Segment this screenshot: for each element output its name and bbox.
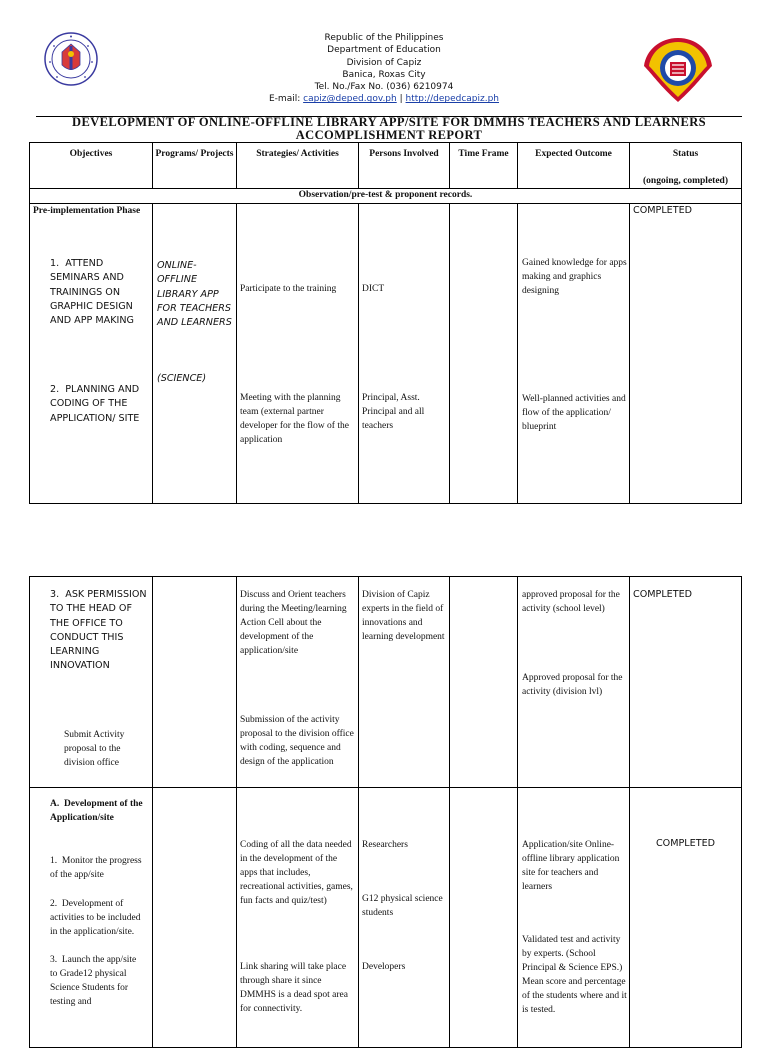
objectives-cell: [30, 577, 153, 788]
col-strategies: Strategies/ Activities: [237, 143, 359, 189]
dev-item-1: 1. Monitor the progress of the app/site: [50, 856, 142, 880]
programs-cell: [153, 204, 237, 504]
outcome-6: Validated test and activity by experts. (School Principal & Science EPS.) Mean score and percentage of the students where and it is tested.: [522, 935, 627, 1015]
person-5: G12 physical science students: [362, 894, 443, 918]
outcome-1: Gained knowledge for apps making and graphics designing: [522, 258, 627, 296]
programs-cell: [153, 577, 237, 788]
header-line: Department of Education: [327, 45, 441, 56]
status-value: COMPLETED: [655, 838, 716, 849]
person-2: Principal, Asst. Principal and all teachers: [362, 393, 425, 431]
status-cell: [630, 577, 742, 788]
strategy-1: Participate to the training: [240, 284, 337, 294]
outcome-cell: [518, 788, 630, 1048]
outcome-2: Well-planned activities and flow of the application/ blueprint: [522, 394, 626, 432]
programs-cell: [153, 788, 237, 1048]
program-name: ONLINE-OFFLINE LIBRARY APP FOR TEACHERS AND LEARNERS: [157, 260, 232, 329]
persons-cell: [359, 577, 450, 788]
accomplishment-table-2: [29, 576, 742, 1048]
strategies-cell: [237, 204, 359, 504]
separator: |: [399, 94, 403, 105]
strategy-3: Discuss and Orient teachers during the Meeting/learning Action Cell about the development of the application/site: [240, 590, 347, 656]
email-link[interactable]: capiz@deped.gov.ph: [303, 94, 397, 105]
outcome-5: Application/site Online-offline library application site for teachers and learners: [522, 840, 620, 892]
objectives-cell: [30, 788, 153, 1048]
strategy-4: Submission of the activity proposal to the division office with coding, sequence and design of the application: [240, 715, 354, 767]
strategy-5: Coding of all the data needed in the development of the apps that includes, recreational activities, games, fun facts and quiz/test): [240, 840, 353, 906]
program-subject: (SCIENCE): [157, 373, 207, 384]
strategies-cell: [237, 788, 359, 1048]
letterhead: [0, 32, 768, 106]
outcome-3: approved proposal for the activity (school level): [522, 590, 620, 614]
col-programs: Programs/ Projects: [153, 143, 237, 189]
objective-3: 3. ASK PERMISSION TO THE HEAD OF THE OFFICE TO CONDUCT THIS LEARNING INNOVATION: [50, 589, 147, 672]
report-title: [36, 116, 742, 142]
dev-item-2: 2. Development of activities to be included in the application/site.: [50, 899, 141, 937]
col-timeframe: Time Frame: [450, 143, 518, 189]
person-4: Researchers: [362, 840, 408, 850]
col-objectives: Objectives: [30, 143, 153, 189]
col-status: [630, 143, 742, 189]
contact-line: [0, 93, 768, 105]
dev-item-3: 3. Launch the app/site to Grade12 physical Science Students for testing and: [50, 955, 137, 1007]
timeframe-cell: [450, 788, 518, 1048]
objective-2: 2. PLANNING AND CODING OF THE APPLICATION/ SITE: [50, 384, 140, 424]
header-line: Tel. No./Fax No. (036) 6210974: [314, 82, 454, 93]
strategies-cell: [237, 577, 359, 788]
status-cell: [630, 204, 742, 504]
strategy-6: Link sharing will take place through share it since DMMHS is a dead spot area for connectivity.: [240, 962, 348, 1014]
outcome-cell: [518, 204, 630, 504]
status-value: COMPLETED: [633, 205, 693, 216]
development-heading: A. Development of the Application/site: [50, 799, 143, 823]
email-label: E-mail:: [269, 94, 301, 105]
website-link[interactable]: http://depedcapiz.ph: [405, 94, 499, 105]
person-6: Developers: [362, 962, 406, 972]
col-outcome: Expected Outcome: [518, 143, 630, 189]
accomplishment-table-1: [29, 142, 742, 504]
timeframe-cell: [450, 204, 518, 504]
header-line: Banica, Roxas City: [342, 69, 426, 80]
status-sublabel: (ongoing, completed): [643, 176, 728, 186]
col-persons: Persons Involved: [359, 143, 450, 189]
persons-cell: [359, 788, 450, 1048]
status-value: COMPLETED: [633, 589, 693, 600]
section-row: Observation/pre-test & proponent records.: [30, 189, 742, 204]
header-line: Division of Capiz: [346, 57, 422, 68]
timeframe-cell: [450, 577, 518, 788]
status-cell: [630, 788, 742, 1048]
person-3: Division of Capiz experts in the field of innovations and learning development: [362, 590, 445, 642]
objectives-cell: [30, 204, 153, 504]
status-label: Status: [672, 149, 699, 159]
header-line: Republic of the Philippines: [324, 33, 444, 43]
phase-label: Pre-implementation Phase: [33, 206, 141, 216]
title-line-1: DEVELOPMENT OF ONLINE-OFFLINE LIBRARY APP/SITE FOR DMMHS TEACHERS AND LEARNERS: [72, 115, 706, 129]
person-1: DICT: [362, 284, 385, 294]
outcome-4: Approved proposal for the activity (division lvl): [522, 673, 623, 697]
objective-1: 1. ATTEND SEMINARS AND TRAININGS ON GRAPHIC DESIGN AND APP MAKING: [50, 258, 134, 327]
outcome-cell: [518, 577, 630, 788]
objective-3-sub: Submit Activity proposal to the division office: [64, 730, 125, 768]
persons-cell: [359, 204, 450, 504]
strategy-2: Meeting with the planning team (external partner developer for the flow of the application: [240, 393, 349, 445]
title-line-2: ACCOMPLISHMENT REPORT: [295, 128, 483, 142]
